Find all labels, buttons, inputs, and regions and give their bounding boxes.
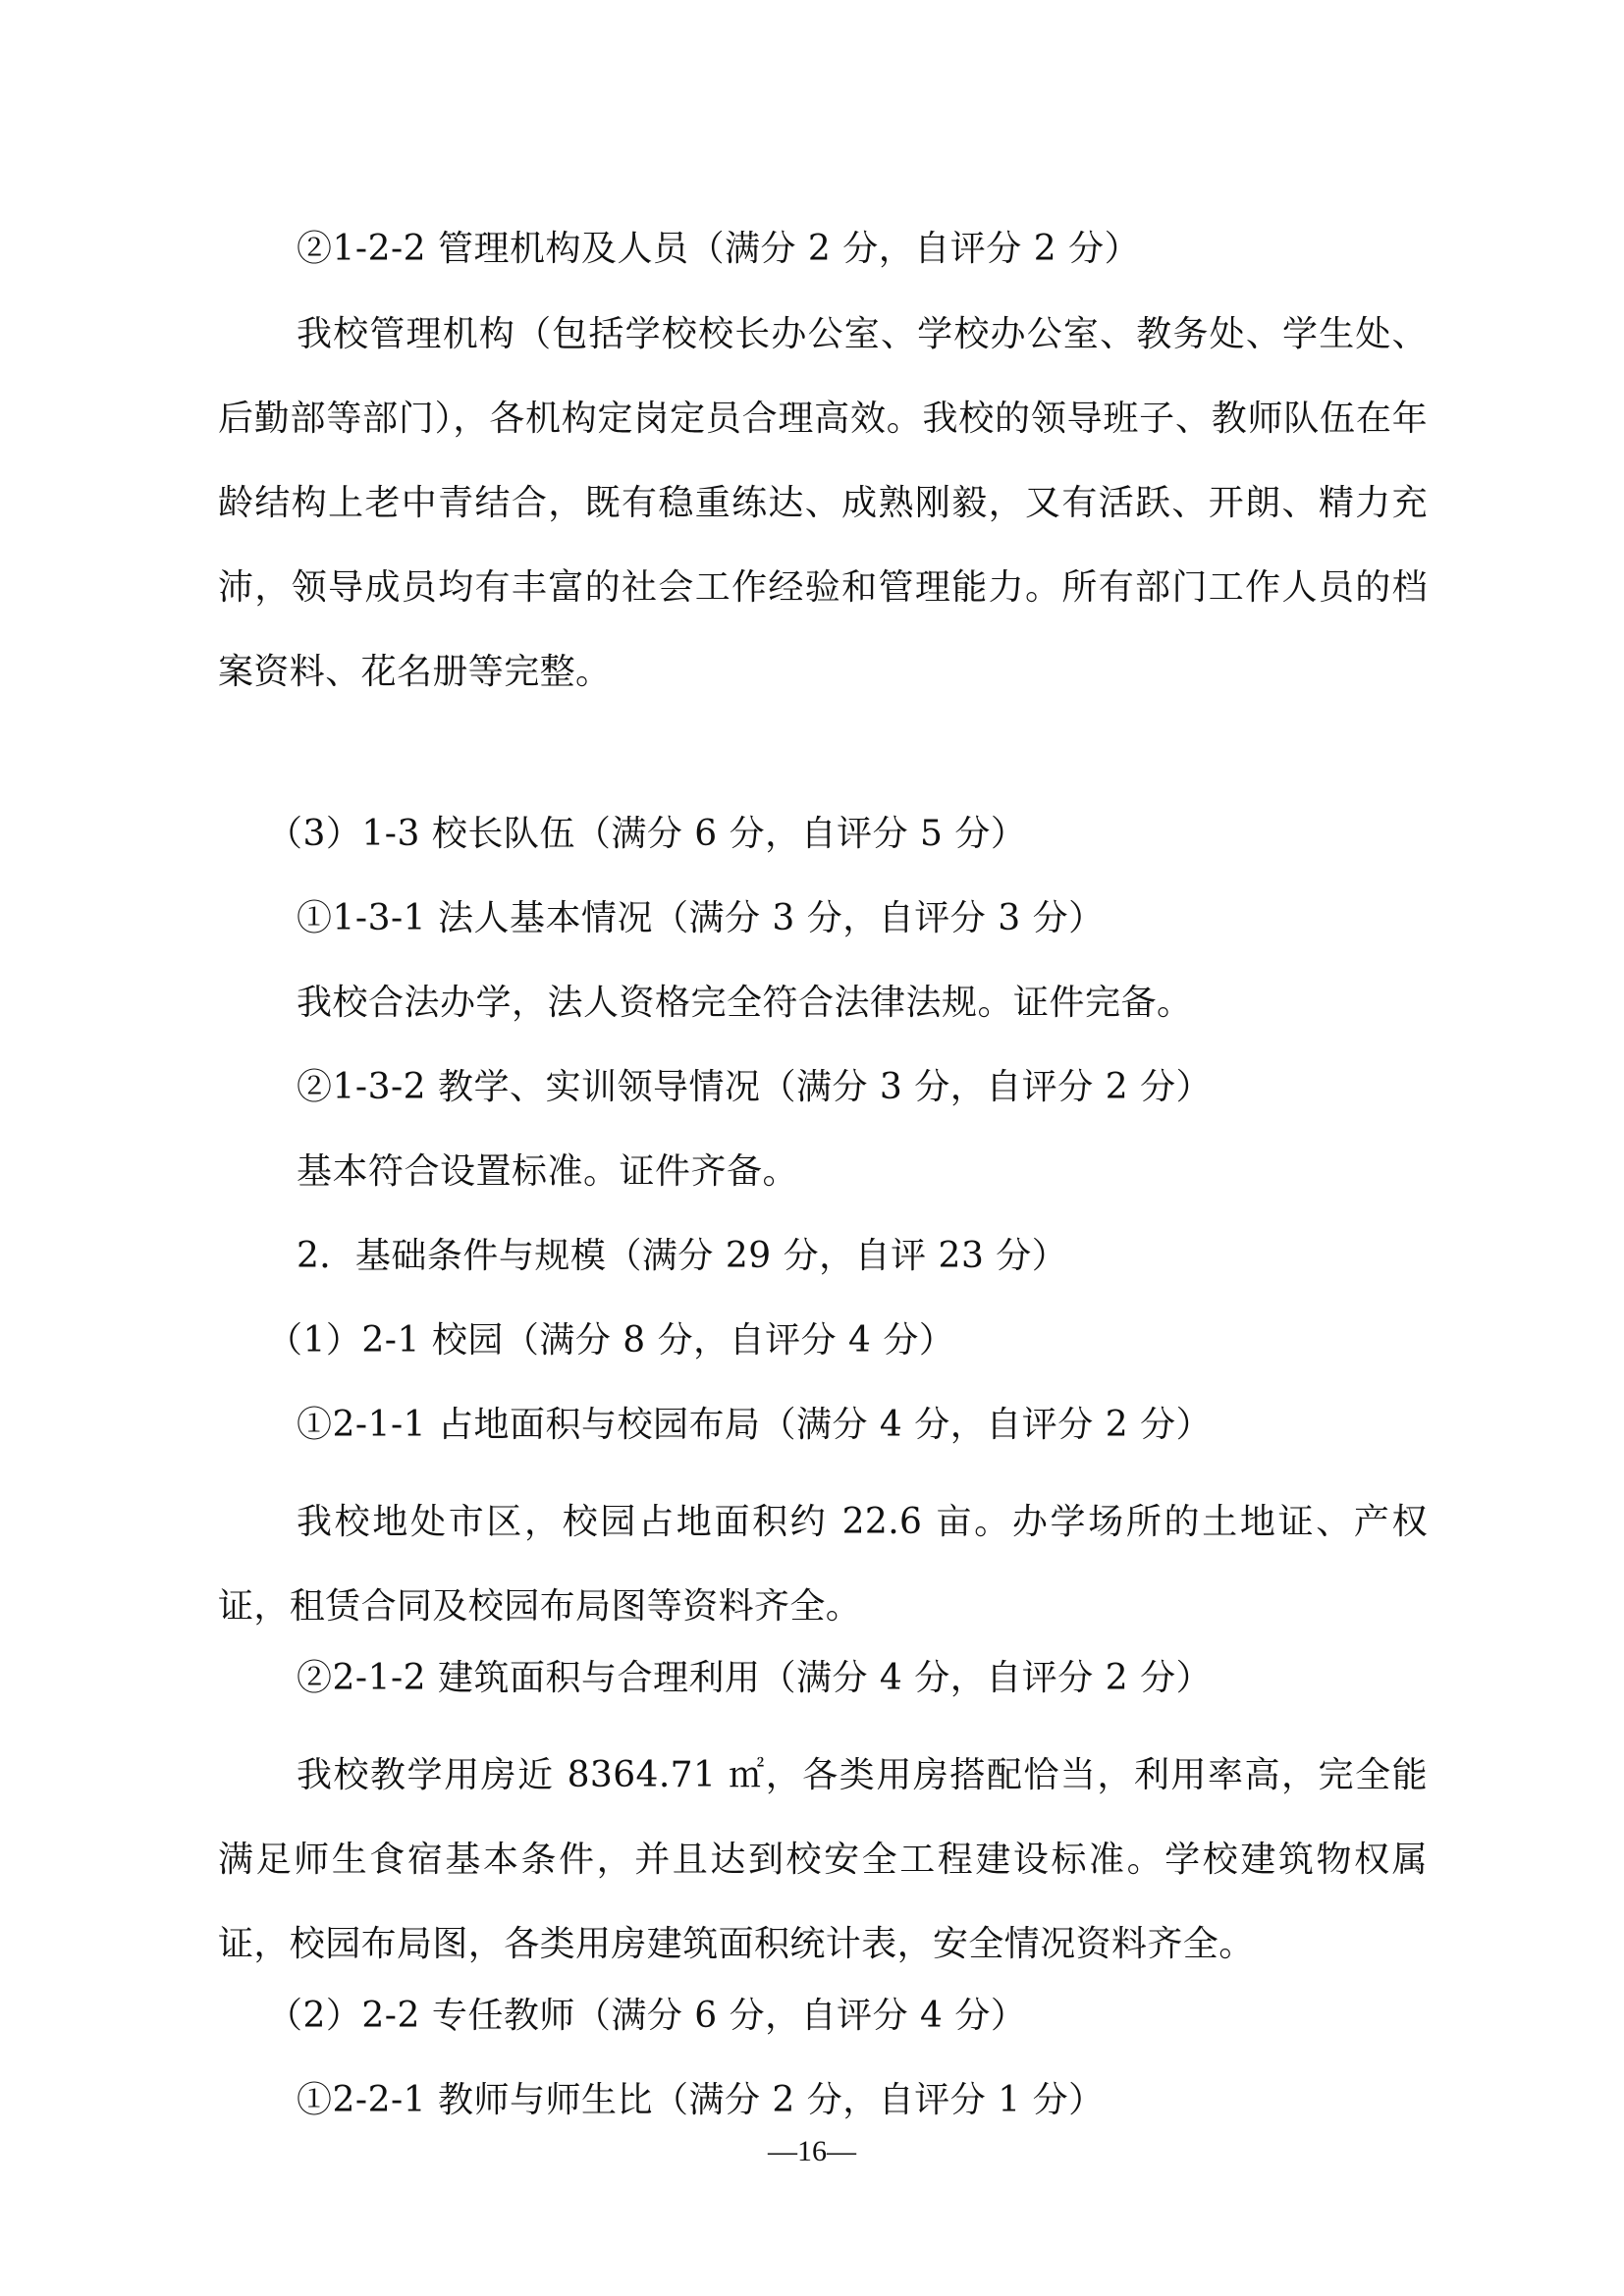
subsection-heading-1-2-2: ②1-2-2 管理机构及人员（满分 2 分，自评分 2 分）	[297, 229, 1141, 269]
subsection-heading-1-3-1: ①1-3-1 法人基本情况（满分 3 分，自评分 3 分）	[297, 898, 1105, 938]
subsection-heading-2-1-2: ②2-1-2 建筑面积与合理利用（满分 4 分，自评分 2 分）	[297, 1658, 1213, 1698]
subsection-heading-2-1-1: ①2-1-1 占地面积与校园布局（满分 4 分，自评分 2 分）	[297, 1405, 1213, 1445]
section-heading-1-3: （3）1-3 校长队伍（满分 6 分，自评分 5 分）	[267, 814, 1027, 854]
paragraph-legal-person: 我校合法办学，法人资格完全符合法律法规。证件完备。	[297, 983, 1193, 1023]
page-number: —16—	[768, 2135, 856, 2167]
paragraph-campus-area	[218, 1396, 1428, 1627]
section-heading-2-2: （2）2-2 专任教师（满分 6 分，自评分 4 分）	[267, 1996, 1027, 2036]
paragraph-text: 我校管理机构（包括学校校长办公室、学校办公室、教务处、学生处、后勤部等部门），各机构定岗定员合理高效。我校的领导班子、教师队伍在年龄结构上老中青结合，既有稳重练达、成熟刚毅，又有活跃、开朗、精力充沛，领导成员均有丰富的社会工作经验和管理能力。所有部门工作人员的档案资料、花名册等完整。	[218, 314, 1428, 692]
section-heading-2: 2．基础条件与规模（满分 29 分，自评 23 分）	[297, 1236, 1068, 1276]
paragraph-building-area	[218, 1649, 1428, 1964]
subsection-heading-1-3-2: ②1-3-2 教学、实训领导情况（满分 3 分，自评分 2 分）	[297, 1067, 1213, 1107]
subsection-heading-2-2-1: ①2-2-1 教师与师生比（满分 2 分，自评分 1 分）	[297, 2080, 1105, 2120]
paragraph-management-structure	[218, 208, 1428, 692]
section-heading-2-1: （1）2-1 校园（满分 8 分，自评分 4 分）	[267, 1320, 955, 1361]
paragraph-standard: 基本符合设置标准。证件齐备。	[297, 1151, 799, 1192]
paragraph-text: 我校地处市区，校园占地面积约 22.6 亩。办学场所的土地证、产权证，租赁合同及校园布局图等资料齐全。	[218, 1502, 1428, 1627]
paragraph-text: 我校教学用房近 8364.71 ㎡，各类用房搭配恰当，利用率高，完全能满足师生食宿基本条件，并且达到校安全工程建设标准。学校建筑物权属证，校园布局图，各类用房建筑面积统计表，安全情况资料齐全。	[218, 1755, 1428, 1964]
